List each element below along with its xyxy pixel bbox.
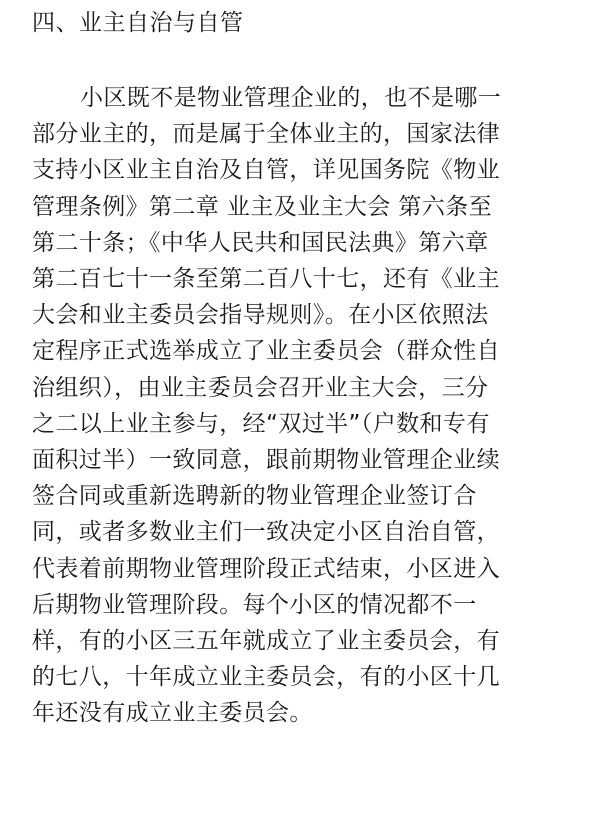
paragraph-line: 签合同或重新选聘新的物业管理企业签订合 — [32, 483, 477, 510]
paragraph-line: 面积过半）一致同意，跟前期物业管理企业续 — [32, 447, 500, 474]
paragraph-line: 管理条例》第二章 业主及业主大会 第六条至 — [32, 193, 493, 220]
paragraph-line: 的七八，十年成立业主委员会，有的小区十几 — [32, 664, 500, 691]
paragraph-line: 样，有的小区三五年就成立了业主委员会，有 — [32, 628, 500, 655]
section-heading: 四、业主自治与自管 — [32, 10, 244, 36]
paragraph-line: 之二以上业主参与，经“双过半”（户数和专有 — [32, 410, 490, 437]
paragraph-line: 大会和业主委员会指导规则》。在小区依照法 — [32, 302, 489, 329]
paragraph-line: 定程序正式选举成立了业主委员会（群众性自 — [32, 338, 500, 365]
paragraph-line: 年还没有成立业主委员会。 — [32, 700, 313, 727]
paragraph-line: 代表着前期物业管理阶段正式结束，小区进入 — [32, 555, 500, 582]
paragraph-line: 后期物业管理阶段。每个小区的情况都不一 — [32, 591, 477, 618]
section-paragraph — [32, 80, 501, 732]
paragraph-line: 治组织），由业主委员会召开业主大会，三分 — [32, 374, 489, 401]
paragraph-line: 小区既不是物业管理企业的，也不是哪一 — [80, 85, 502, 111]
paragraph-line: 支持小区业主自治及自管，详见国务院《物业 — [32, 157, 500, 184]
paragraph-line: 第二十条；《中华人民共和国民法典》第六章 — [32, 229, 489, 256]
paragraph-line: 同，或者多数业主们一致决定小区自治自管， — [32, 519, 500, 546]
paragraph-line: 部分业主的，而是属于全体业主的，国家法律 — [32, 121, 500, 148]
paragraph-line: 第二百七十一条至第二百八十七，还有《业主 — [32, 266, 500, 293]
